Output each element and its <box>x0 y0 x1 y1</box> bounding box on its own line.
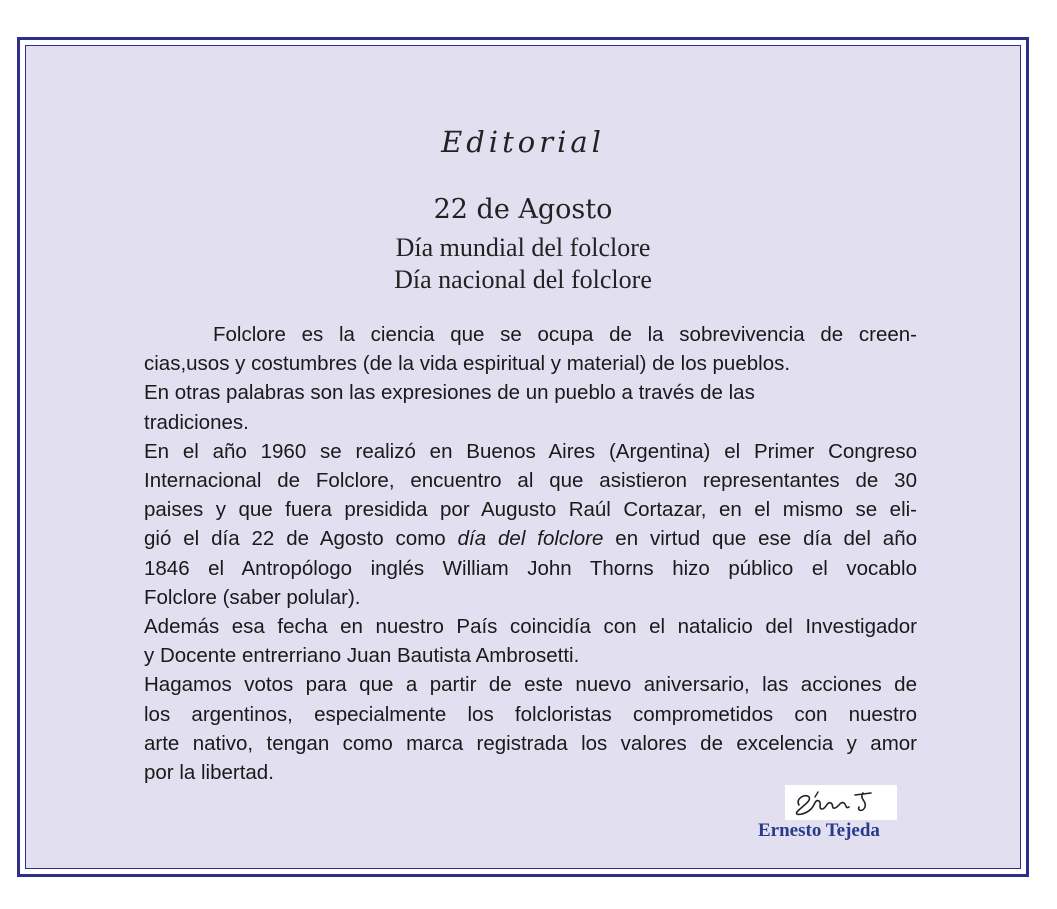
emphasis-dia-del-folclore: día del folclore <box>457 527 604 551</box>
article-text: en virtud que ese día del año <box>615 527 917 551</box>
date-title: 22 de Agosto <box>433 194 613 225</box>
article-line: Folclore (saber polular). <box>144 585 361 609</box>
article-line: Folclore es la ciencia que se ocupa de la sobrevivencia de creen- <box>213 323 917 346</box>
article-body <box>144 320 917 787</box>
article-line: cias,usos y costumbres (de la vida espiritual y material) de los pueblos. <box>144 352 791 376</box>
subtitle-world-folklore-day: Día mundial del folclore <box>395 233 651 262</box>
article-line: paises y que fuera presidida por Augusto Raúl Cortazar, en el mismo se eli- <box>144 498 917 522</box>
article-line: 1846 el Antropólogo inglés William John Thorns hizo público el vocablo <box>144 556 917 580</box>
article-line: En otras palabras son las expresiones de un pueblo a través de las <box>144 381 755 405</box>
article-line: En el año 1960 se realizó en Buenos Aires (Argentina) el Primer Congreso <box>144 439 917 463</box>
article-text: gió el día 22 de Agosto como <box>144 527 446 551</box>
article-line: Hagamos votos para que a partir de este nuevo aniversario, las acciones de <box>144 673 917 697</box>
article-line: tradiciones. <box>144 410 249 434</box>
signature-image <box>785 785 897 820</box>
outer-border-frame <box>17 37 1029 877</box>
article-line: los argentinos, especialmente los folcloristas comprometidos con nuestro <box>144 702 917 726</box>
article-line-with-emphasis <box>144 524 917 553</box>
article-line: por la libertad. <box>144 761 274 785</box>
subtitle-national-folklore-day: Día nacional del folclore <box>394 265 652 294</box>
article-line: y Docente entrerriano Juan Bautista Ambrosetti. <box>144 644 580 668</box>
article-line: Además esa fecha en nuestro País coincidía con el natalicio del Investigador <box>144 615 917 639</box>
author-name: Ernesto Tejeda <box>758 820 880 841</box>
handwritten-signature-icon <box>785 785 897 820</box>
editorial-panel <box>25 45 1021 869</box>
article-line: arte nativo, tengan como marca registrada los valores de excelencia y amor <box>144 731 917 755</box>
section-title: Editorial <box>441 125 605 159</box>
article-line: Internacional de Folclore, encuentro al que asistieron representantes de 30 <box>144 469 917 493</box>
